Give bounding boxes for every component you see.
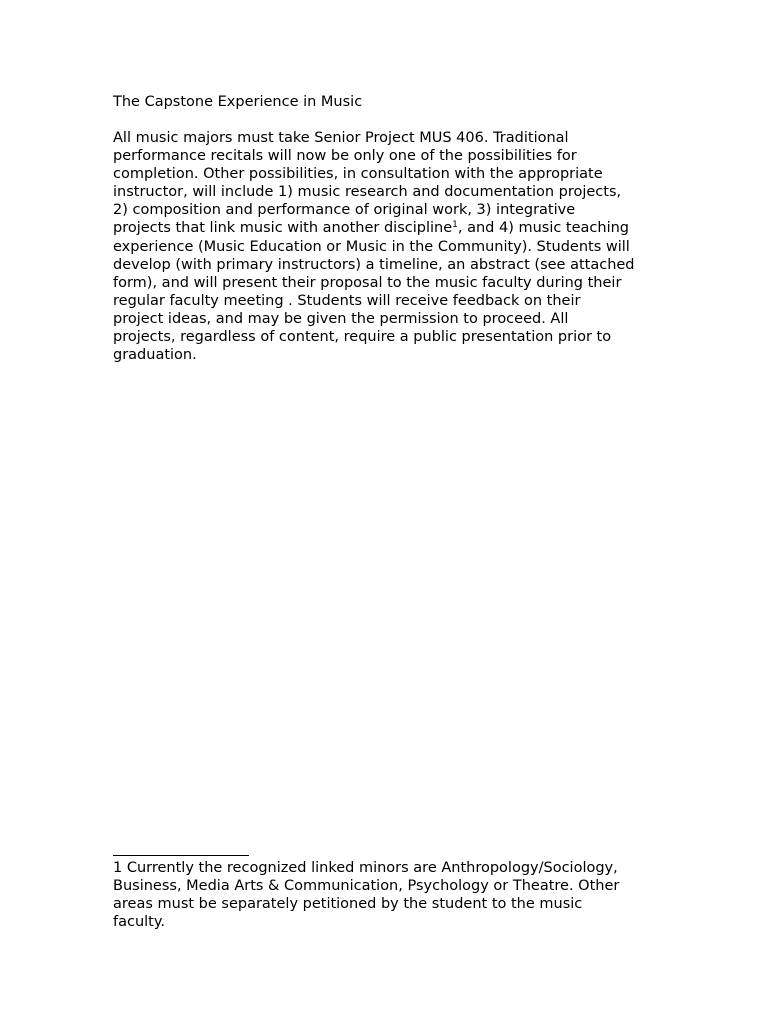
document-title: The Capstone Experience in Music xyxy=(113,94,363,110)
footnote xyxy=(113,859,673,931)
footnote-line: Business, Media Arts & Communication, Psychology or Theatre. Other xyxy=(113,878,620,895)
footnote-reference[interactable]: 1 xyxy=(452,220,458,231)
body-line: develop (with primary instructors) a timeline, an abstract (see attached xyxy=(113,256,635,273)
body-line: performance recitals will now be only one of the possibilities for xyxy=(113,148,577,165)
body-line: graduation. xyxy=(113,347,197,364)
body-line: projects, regardless of content, require a public presentation prior to xyxy=(113,329,612,346)
footnote-line: 1 Currently the recognized linked minors are Anthropology/Sociology, xyxy=(113,860,618,876)
body-line: 2) composition and performance of original work, 3) integrative xyxy=(113,202,576,219)
body-line: All music majors must take Senior Project MUS 406. Traditional xyxy=(113,130,569,146)
body-line: instructor, will include 1) music research and documentation projects, xyxy=(113,184,622,201)
footnote-line: faculty. xyxy=(113,914,165,931)
body-line-segment: projects that link music with another discipline xyxy=(113,220,453,237)
body-line: experience (Music Education or Music in the Community). Students will xyxy=(113,238,630,255)
body-line: project ideas, and may be given the permission to proceed. All xyxy=(113,310,569,327)
body-paragraph xyxy=(113,129,673,364)
body-line-segment: , and 4) music teaching xyxy=(457,220,630,237)
body-line: completion. Other possibilities, in consultation with the appropriate xyxy=(113,166,603,183)
body-line: regular faculty meeting . Students will receive feedback on their xyxy=(113,292,581,309)
body-line: form), and will present their proposal to the music faculty during their xyxy=(113,274,622,291)
body-line-with-footnote xyxy=(113,219,673,237)
footnote-line: areas must be separately petitioned by the student to the music xyxy=(113,896,583,913)
footnote-separator xyxy=(113,855,249,856)
